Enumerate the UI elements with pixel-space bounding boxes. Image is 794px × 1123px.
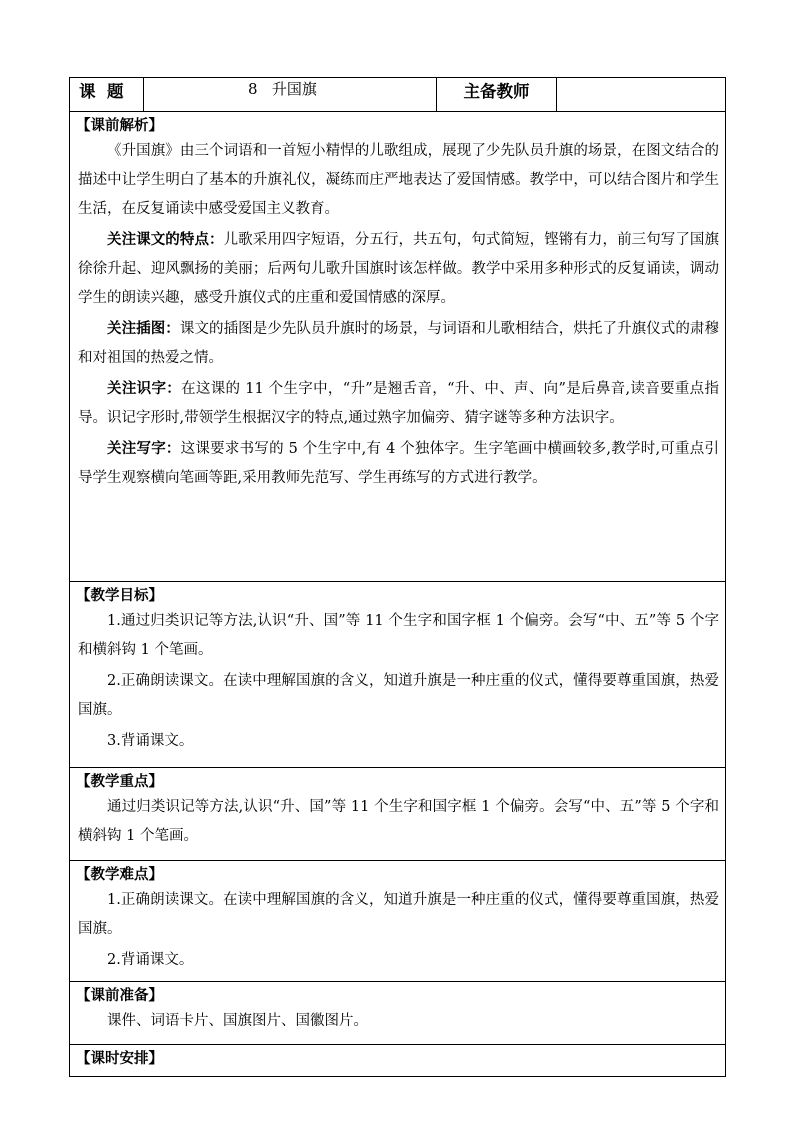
- analysis-row: [70, 112, 726, 582]
- goals-row: [70, 582, 726, 768]
- paragraph-lead: 关注插图：: [107, 321, 180, 337]
- section-title: 【教学重点】: [76, 774, 163, 790]
- analysis-section: [70, 112, 726, 582]
- paragraph-lead: 关注识字：: [107, 381, 182, 397]
- section-title: 【教学目标】: [76, 588, 163, 604]
- preparation-section: [70, 982, 726, 1045]
- difficulties-row: [70, 861, 726, 982]
- analysis-paragraph: 《升国旗》由三个词语和一首短小精悍的儿歌组成，展现了少先队员升旗的场景，在图文结合的描述中让学生明白了基本的升旗礼仪，凝练而庄严地表达了爱国情感。教学中，可以结合图片和学生生活，在反复诵读中感受爱国主义教育。: [78, 143, 719, 217]
- teacher-value: [557, 78, 726, 112]
- goal-item: 3.背诵课文。: [107, 733, 194, 749]
- goal-item: 1.通过归类识记等方法,认识“升、国”等 11 个生字和国字框 1 个偏旁。会写“中、五”等 5 个字和横斜钩 1 个笔画。: [78, 613, 719, 658]
- topic-label: 课 题: [70, 78, 144, 112]
- paragraph-body: 这课要求书写的 5 个生字中,有 4 个独体字。生字笔画中横画较多,教学时,可重点引导学生观察横向笔画等距,采用教师先范写、学生再练写的方式进行教学。: [78, 441, 719, 486]
- header-row: [70, 78, 726, 112]
- difficulties-section: [70, 861, 726, 982]
- paragraph-body: 在这课的 11 个生字中，“升”是翘舌音，“升、中、声、向”是后鼻音,读音要重点指导。识记字形时,带领学生根据汉字的特点,通过熟字加偏旁、猜字谜等多种方法识字。: [78, 381, 719, 426]
- schedule-row: [70, 1045, 726, 1077]
- difficulty-item: 1.正确朗读课文。在读中理解国旗的含义，知道升旗是一种庄重的仪式，懂得要尊重国旗，热爱国旗。: [78, 892, 719, 937]
- lesson-plan-page: [69, 77, 725, 1077]
- goals-section: [70, 582, 726, 768]
- paragraph-lead: 关注写字：: [107, 441, 181, 457]
- key-points-row: [70, 768, 726, 861]
- paragraph-body: 儿歌采用四字短语，分五行，共五句，句式简短，铿锵有力，前三句写了国旗徐徐升起、迎风飘扬的美丽；后两句儿歌升国旗时该怎样做。教学中采用多种形式的反复诵读，调动学生的朗读兴趣，感受升旗仪式的庄重和爱国情感的深厚。: [78, 232, 720, 306]
- difficulty-item: 2.背诵课文。: [107, 952, 194, 968]
- schedule-section: [70, 1045, 726, 1077]
- key-points-section: [70, 768, 726, 861]
- section-title: 【课前准备】: [76, 988, 163, 1004]
- section-title: 【教学难点】: [76, 867, 163, 883]
- paragraph-body: 课文的插图是少先队员升旗时的场景，与词语和儿歌相结合，烘托了升旗仪式的肃穆和对祖国的热爱之情。: [78, 321, 720, 366]
- preparation-row: [70, 982, 726, 1045]
- lesson-plan-table: [69, 77, 726, 1077]
- analysis-paragraph: [78, 375, 719, 433]
- lesson-title: 8 升国旗: [144, 78, 437, 112]
- paragraph-lead: 关注课文的特点：: [107, 232, 224, 248]
- analysis-paragraph: [78, 315, 719, 373]
- goal-item: 2.正确朗读课文。在读中理解国旗的含义，知道升旗是一种庄重的仪式，懂得要尊重国旗，热爱国旗。: [78, 673, 719, 718]
- analysis-paragraph: [78, 435, 719, 493]
- preparation-text: 课件、词语卡片、国旗图片、国徽图片。: [107, 1013, 368, 1029]
- key-points-text: 通过归类识记等方法,认识“升、国”等 11 个生字和国字框 1 个偏旁。会写“中、五”等 5 个字和横斜钩 1 个笔画。: [78, 799, 719, 844]
- analysis-paragraph: [78, 226, 719, 313]
- section-title: 【课时安排】: [76, 1051, 163, 1067]
- section-title: 【课前解析】: [76, 118, 163, 134]
- teacher-label: 主备教师: [437, 78, 557, 112]
